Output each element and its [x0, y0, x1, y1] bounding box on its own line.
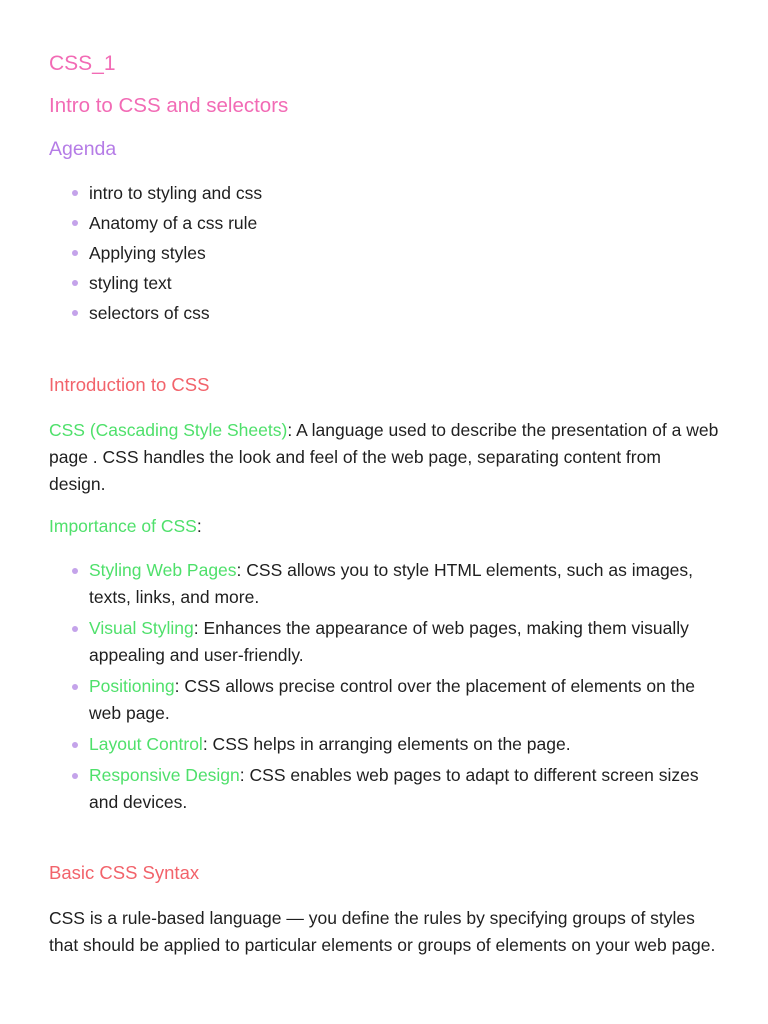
bullet-icon [72, 190, 78, 196]
list-item [49, 615, 720, 669]
bullet-icon [72, 626, 78, 632]
syntax-paragraph: CSS is a rule-based language — you define the rules by specifying groups of styles that should be applied to particular elements or groups of elements on your web page. [49, 908, 716, 955]
importance-item-term: Layout Control [89, 734, 203, 754]
importance-list [49, 557, 720, 816]
section-heading-syntax: Basic CSS Syntax [49, 862, 200, 883]
importance-item-text: : CSS allows precise control over the placement of elements on the web page. [89, 676, 696, 723]
agenda-list [49, 178, 720, 328]
agenda-heading: Agenda [49, 138, 117, 160]
definition-term: CSS (Cascading Style Sheets) [49, 420, 288, 440]
document-title: CSS_1 [49, 52, 116, 75]
importance-term: Importance of CSS [49, 516, 197, 536]
agenda-item-label: Anatomy of a css rule [89, 213, 258, 233]
list-item [49, 268, 720, 298]
agenda-item-label: intro to styling and css [89, 183, 263, 203]
importance-item-text: : CSS enables web pages to adapt to different screen sizes and devices. [89, 765, 699, 812]
importance-item-term: Visual Styling [89, 618, 194, 638]
importance-line [49, 513, 720, 540]
bullet-icon [72, 684, 78, 690]
list-item [49, 298, 720, 328]
bullet-icon [72, 220, 78, 226]
bullet-icon [72, 773, 78, 779]
list-item [49, 178, 720, 208]
bullet-icon [72, 250, 78, 256]
importance-item-text: : CSS allows you to style HTML elements, such as images, texts, links, and more. [89, 560, 694, 607]
bullet-icon [72, 568, 78, 574]
importance-colon: : [196, 516, 202, 536]
agenda-item-label: styling text [89, 273, 172, 293]
importance-item-term: Styling Web Pages [89, 560, 237, 580]
list-item [49, 557, 720, 611]
importance-item-term: Responsive Design [89, 765, 240, 785]
agenda-item-label: Applying styles [89, 243, 206, 263]
list-item [49, 673, 720, 727]
section-heading-intro: Introduction to CSS [49, 374, 210, 395]
list-item [49, 762, 720, 816]
css-definition-paragraph [49, 417, 720, 498]
document-subtitle: Intro to CSS and selectors [49, 94, 289, 117]
importance-item-text: : Enhances the appearance of web pages, making them visually appealing and user-friendly. [89, 618, 689, 665]
definition-text: : A language used to describe the presentation of a web page . CSS handles the look and feel of the web page, separating content from design. [49, 420, 719, 494]
agenda-item-label: selectors of css [89, 303, 210, 323]
bullet-icon [72, 310, 78, 316]
importance-item-text: : CSS helps in arranging elements on the page. [202, 734, 571, 754]
list-item [49, 238, 720, 268]
bullet-icon [72, 742, 78, 748]
bullet-icon [72, 280, 78, 286]
list-item [49, 208, 720, 238]
importance-item-term: Positioning [89, 676, 175, 696]
list-item [49, 731, 720, 758]
